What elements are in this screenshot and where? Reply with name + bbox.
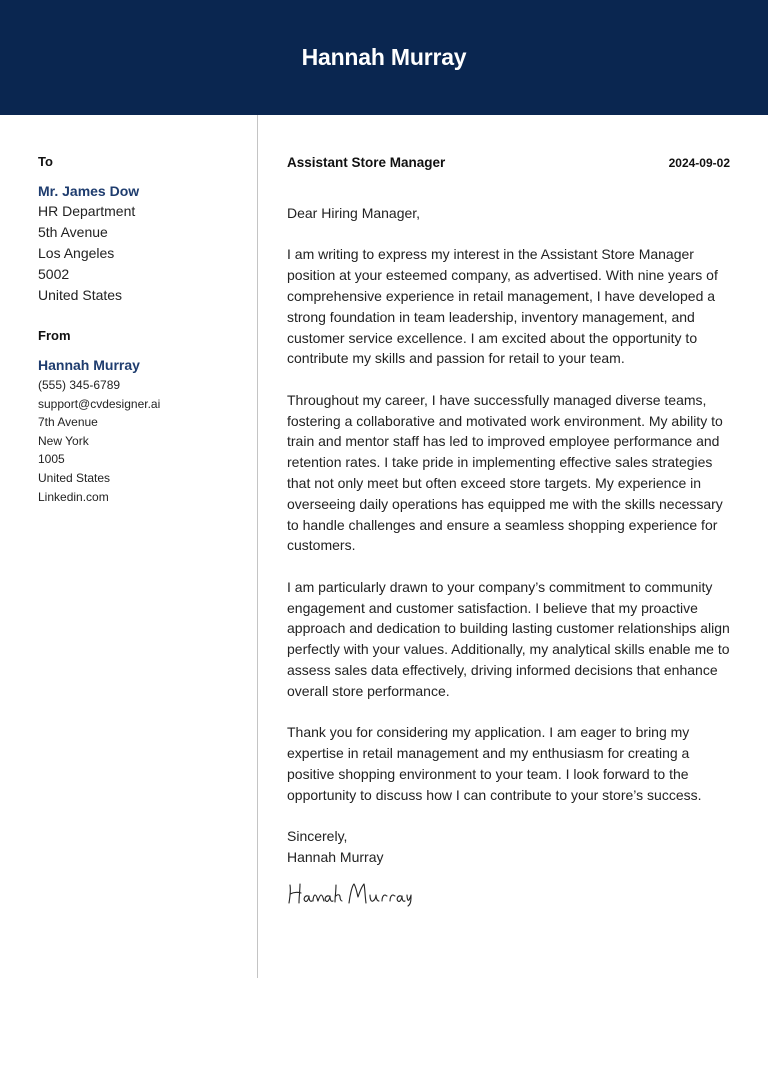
letter-heading [287,152,730,174]
recipient-department: HR Department [38,203,136,219]
paragraph: I am particularly drawn to your company’s commitment to community engagement and customer satisfaction. I believe that my proactive approach and dedication to building lasting customer relationships align perfectly with your values. Additionally, my analytical skills enable me to assess sales data effectively, driving informed decisions that enhance overall store performance. [287,578,730,699]
salutation: Dear Hiring Manager, [287,205,421,221]
sender-street: 7th Avenue [38,415,98,430]
job-title: Assistant Store Manager [287,155,446,170]
sender-postal-code: 1005 [38,452,65,467]
paragraph: I am writing to express my interest in the Assistant Store Manager position at your esteemed company, as advertised. With nine years of comprehensive experience in retail management, I have developed a strong foundation in team leadership, inventory management, and customer service excellence. I am excited about the opportunity to contribute my skills and passion for retail to your team. [287,246,718,367]
recipient-block [38,152,248,306]
recipient-country: United States [38,287,123,303]
closing: Sincerely, [287,827,348,844]
paragraph: Throughout my career, I have successfully managed diverse teams, fostering a collaborative and motivated work environment. My ability to train and mentor staff has led to improved employee performance and retention rates. I take pride in implementing effective sales strategies that not only meet but often exceed store targets. My experience in overseeing daily operations has equipped me with the skills necessary to handle challenges and ensure a seamless shopping experience for customers. [287,391,723,554]
page-title: Hannah Murray [301,44,467,70]
recipient-postal-code: 5002 [38,266,70,282]
recipient-name: Mr. James Dow [38,183,140,199]
sender-city: New York [38,433,89,448]
handwritten-signature [287,877,412,907]
sender-phone: (555) 345-6789 [38,378,121,392]
recipient-city: Los Angeles [38,245,115,261]
recipient-label: To [38,154,53,169]
paragraph: Thank you for considering my application. I am eager to bring my expertise in retail management and my enthusiasm for creating a positive shopping environment to your team. I look forward to the opportunity to discuss how I can contribute to your store’s success. [287,724,702,803]
column-divider [257,115,258,978]
sidebar [38,152,248,506]
sender-block [38,326,248,506]
sender-name: Hannah Murray [38,357,140,373]
sender-label: From [38,328,71,343]
letter-date: 2024-09-02 [668,156,730,170]
recipient-street: 5th Avenue [38,224,108,240]
signer-name: Hannah Murray [287,848,384,865]
letter-body [287,152,730,912]
sender-linkedin: Linkedin.com [38,489,109,504]
sender-email: support@cvdesigner.ai [38,396,161,411]
sender-country: United States [38,470,111,485]
